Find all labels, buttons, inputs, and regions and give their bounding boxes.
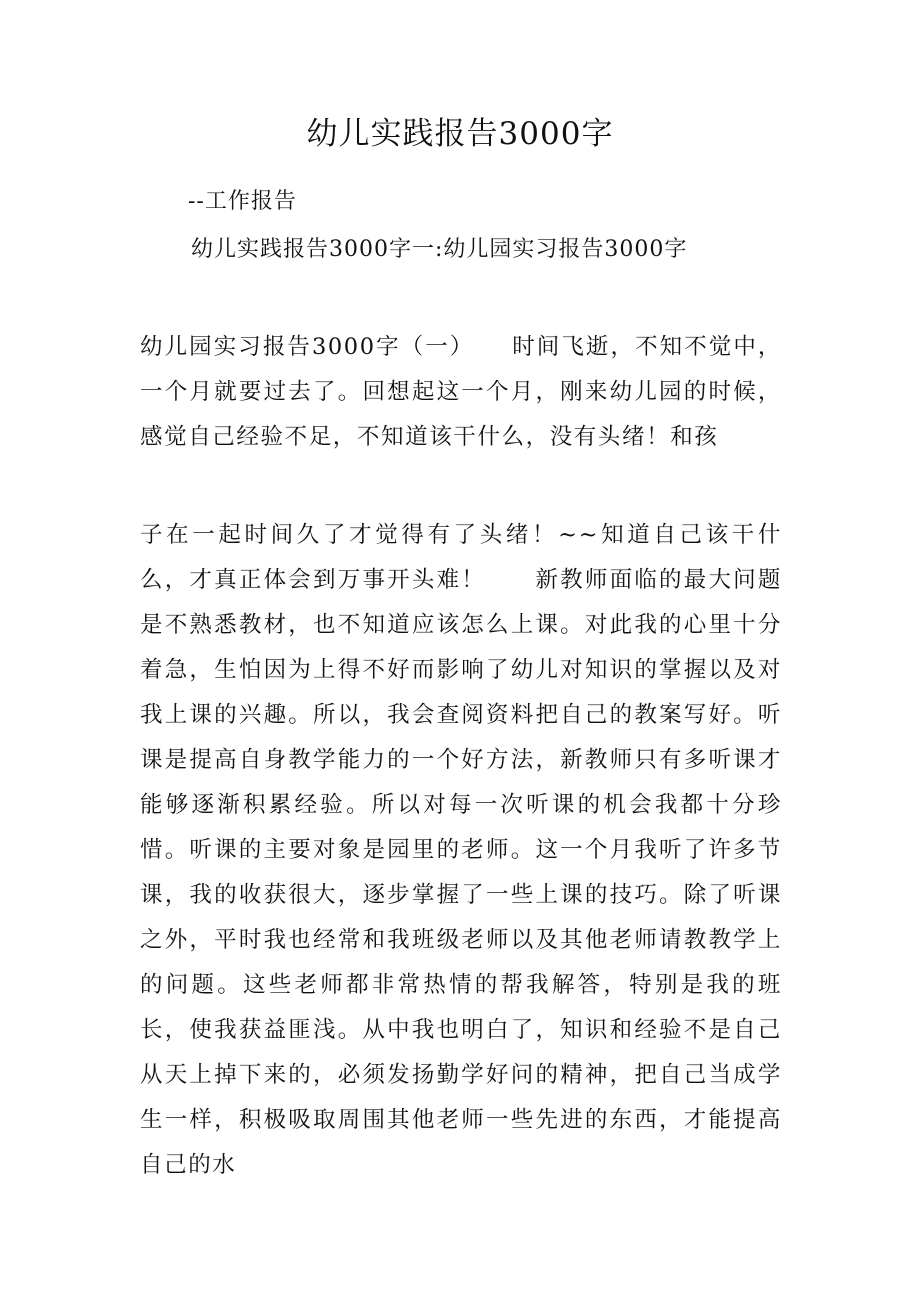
document-subheading: 幼儿实践报告3000字一:幼儿园实习报告3000字 <box>191 237 688 262</box>
body-paragraph-2: 子在一起时间久了才觉得有了头绪！~~知道自己该干什么，才真正体会到万事开头难！ 新教师面临的最大问题是不熟悉教材，也不知道应该怎么上课。对此我的心里十分着急，生怕因为上得不好而影响了幼儿对知识的掌握以及对我上课的兴趣。所以，我会查阅资料把自己的教案写好。听课是提高自身教学能力的一个好方法，新教师只有多听课才能够逐渐积累经验。所以对每一次听课的机会我都十分珍惜。听课的主要对象是园里的老师。这一个月我听了许多节课，我的收获很大，逐步掌握了一些上课的技巧。除了听课之外，平时我也经常和我班级老师以及其他老师请教教学上的问题。这些老师都非常热情的帮我解答，特别是我的班长，使我获益匪浅。从中我也明白了，知识和经验不是自己从天上掉下来的，必须发扬勤学好问的精神，把自己当成学生一样，积极吸取周围其他老师一些先进的东西，才能提高自己的水 <box>140 522 782 1178</box>
body-paragraph-1: 幼儿园实习报告3000字（一） 时间飞逝，不知不觉中，一个月就要过去了。回想起这一个月，刚来幼儿园的时候，感觉自己经验不足，不知道该干什么，没有头绪！和孩 <box>140 334 782 450</box>
document-title: 幼儿实践报告3000字 <box>306 116 614 152</box>
document-category: --工作报告 <box>188 189 297 214</box>
